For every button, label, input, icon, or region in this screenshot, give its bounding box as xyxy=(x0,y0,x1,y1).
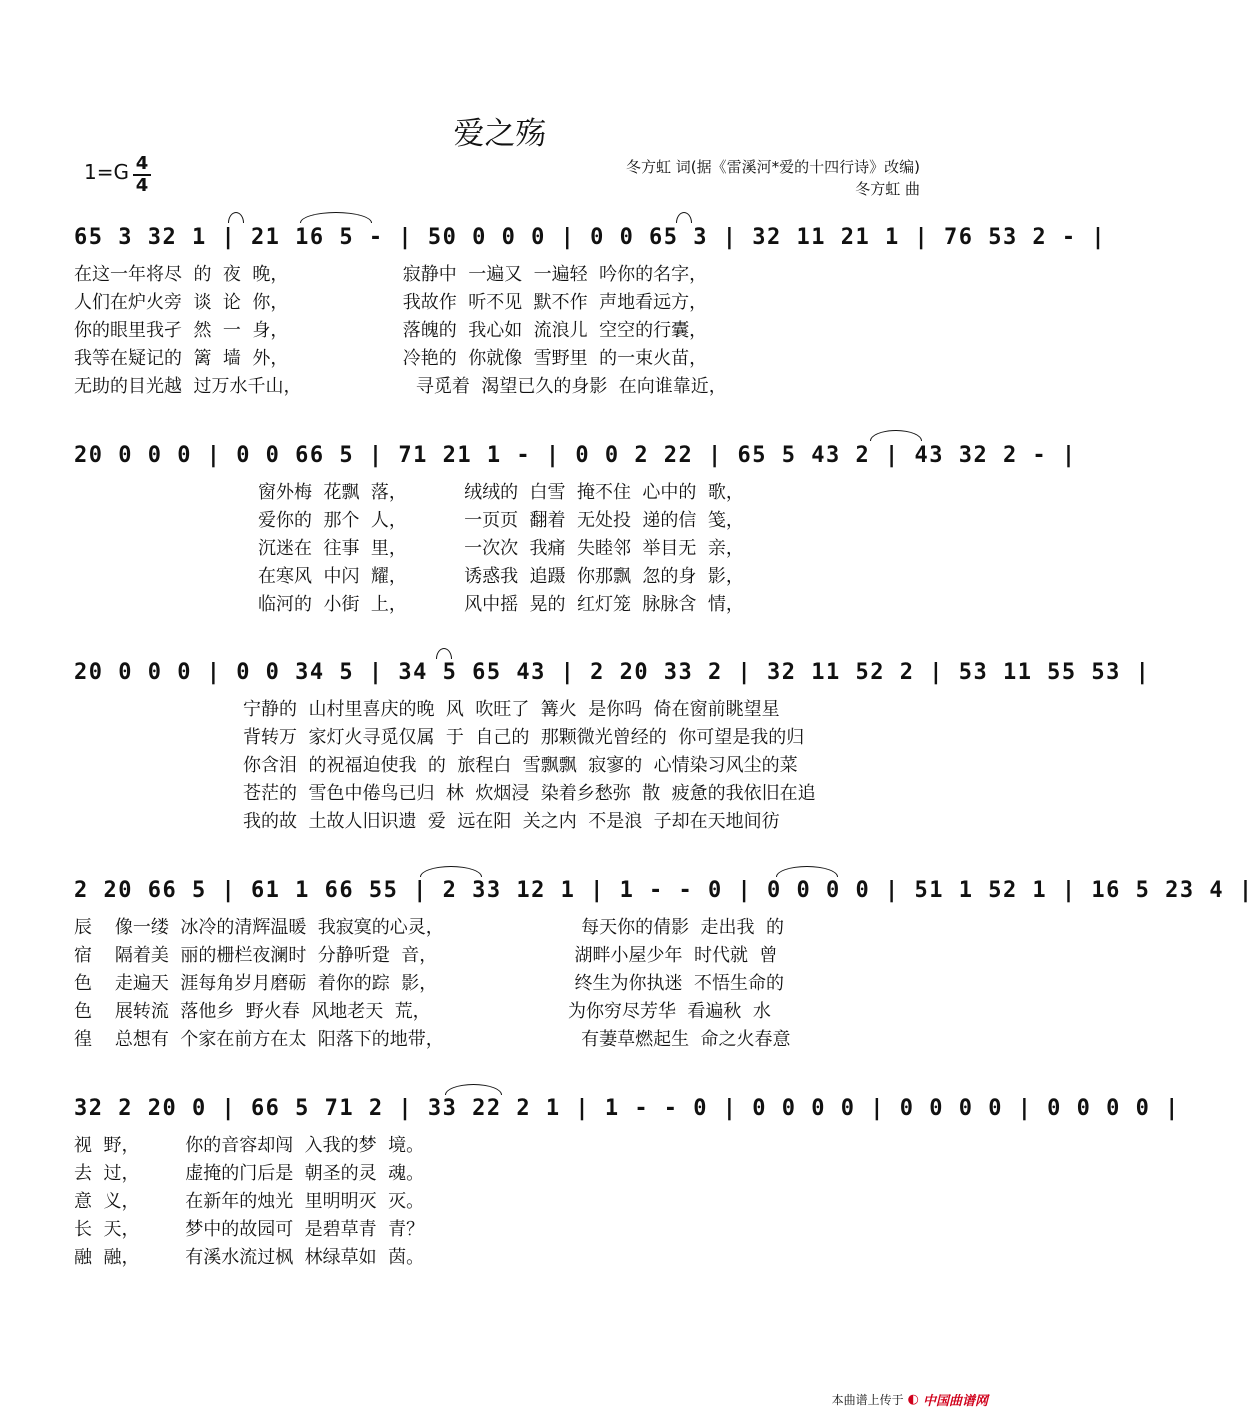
lyric-line-3-2: 背转万 家灯火寻觅仅属 于 自己的 那颗微光曾经的 你可望是我的归 xyxy=(243,727,805,748)
slur-mark xyxy=(776,866,838,877)
lyric-line-4-4: 色 展转流 落他乡 野火春 风地老天 荒， 为你穷尽芳华 看遍秋 水 xyxy=(74,1001,771,1022)
lyric-line-1-1: 在这一年将尽 的 夜 晚， 寂静中 一遍又 一遍轻 吟你的名字， xyxy=(74,264,708,285)
site-name[interactable]: 中国曲谱网 xyxy=(922,1394,988,1409)
composer-credit: 冬方虹 曲 xyxy=(855,180,920,198)
slur-mark xyxy=(436,648,452,659)
lyric-line-3-1: 宁静的 山村里喜庆的晚 风 吹旺了 篝火 是你吗 倚在窗前眺望星 xyxy=(243,699,780,720)
slur-mark xyxy=(870,430,922,441)
key-signature: 1=G xyxy=(84,160,129,184)
lyric-line-3-5: 我的故 土故人旧识遗 爱 远在阳 关之内 不是浪 子却在天地间彷 xyxy=(243,811,780,832)
slur-mark xyxy=(300,212,372,223)
notation-line-5: 32 2 20 0 | 66 5 71 2 | 33 22 2 1 | 1 - - 0 | 0 0 0 0 | 0 0 0 0 | 0 0 0 0 | xyxy=(74,1096,1180,1121)
lyric-line-1-4: 我等在疑记的 篱 墙 外， 冷艳的 你就像 雪野里 的一束火苗， xyxy=(74,348,708,369)
lyric-line-5-2: 去 过， 虚掩的门后是 朝圣的灵 魂。 xyxy=(74,1163,425,1184)
lyric-line-5-3: 意 义， 在新年的烛光 里明明灭 灭。 xyxy=(74,1191,425,1212)
slur-mark xyxy=(420,866,482,877)
lyric-line-4-1: 辰 像一缕 冰冷的清辉温暖 我寂寞的心灵， 每天你的倩影 走出我 的 xyxy=(74,917,784,938)
lyric-line-2-5: 临河的 小街 上， 风中摇 晃的 红灯笼 脉脉含 情， xyxy=(258,594,744,615)
lyric-line-2-4: 在寒风 中闪 耀， 诱惑我 追蹑 你那飘 忽的身 影， xyxy=(258,566,744,587)
lyric-line-1-2: 人们在炉火旁 谈 论 你， 我故作 听不见 默不作 声地看远方， xyxy=(74,292,708,313)
lyric-line-4-2: 宿 隔着美 丽的栅栏夜澜时 分静听跫 音， 湖畔小屋少年 时代就 曾 xyxy=(74,945,778,966)
notation-line-1: 65 3 32 1 | 21 16 5 - | 50 0 0 0 | 0 0 65 3 | 32 11 21 1 | 76 53 2 - | xyxy=(74,225,1107,250)
slur-mark xyxy=(445,1084,502,1095)
slur-mark xyxy=(228,212,244,223)
lyric-line-3-3: 你含泪 的祝福迫使我 的 旅程白 雪飘飘 寂寥的 心情染习风尘的菜 xyxy=(243,755,798,776)
lyric-line-1-3: 你的眼里我孑 然 一 身， 落魄的 我心如 流浪儿 空空的行囊， xyxy=(74,320,708,341)
lyric-line-2-2: 爱你的 那个 人， 一页页 翻着 无处投 递的信 笺， xyxy=(258,510,744,531)
slur-mark xyxy=(676,212,692,223)
lyric-line-3-4: 苍茫的 雪色中倦鸟已归 林 炊烟浸 染着乡愁弥 散 疲惫的我依旧在追 xyxy=(243,783,816,804)
lyric-line-5-1: 视 野， 你的音容却闯 入我的梦 境。 xyxy=(74,1135,425,1156)
lyric-line-5-4: 长 天， 梦中的故园可 是碧草青 青？ xyxy=(74,1219,425,1240)
lyric-line-2-3: 沉迷在 往事 里， 一次次 我痛 失睦邻 举目无 亲， xyxy=(258,538,744,559)
lyric-line-2-1: 窗外梅 花飘 落， 绒绒的 白雪 掩不住 心中的 歌， xyxy=(258,482,744,503)
time-signature-top: 4 xyxy=(135,153,149,174)
footer-text: 本曲谱上传于 xyxy=(831,1393,904,1407)
time-signature-bottom: 4 xyxy=(135,175,149,196)
lyric-line-1-5: 无助的目光越 过万水千山， 寻觅着 渴望已久的身影 在向谁靠近， xyxy=(74,376,727,397)
site-logo-icon: ◐ xyxy=(907,1392,919,1407)
lyric-line-4-3: 色 走遍天 涯每角岁月磨砺 着你的踪 影， 终生为你执迷 不悟生命的 xyxy=(74,973,784,994)
footer xyxy=(832,1390,988,1409)
lyricist-credit: 冬方虹 词(据《雷溪河*爱的十四行诗》改编) xyxy=(626,158,920,176)
notation-line-4: 2 20 66 5 | 61 1 66 55 | 2 33 12 1 | 1 - - 0 | 0 0 0 0 | 51 1 52 1 | 16 5 23 4 | xyxy=(74,878,1254,903)
song-title: 爱之殇 xyxy=(453,116,547,152)
lyric-line-4-5: 徨 总想有 个家在前方在太 阳落下的地带， 有萋草燃起生 命之火春意 xyxy=(74,1029,791,1050)
notation-line-3: 20 0 0 0 | 0 0 34 5 | 34 5 65 43 | 2 20 33 2 | 32 11 52 2 | 53 11 55 53 | xyxy=(74,660,1151,685)
notation-line-2: 20 0 0 0 | 0 0 66 5 | 71 21 1 - | 0 0 2 22 | 65 5 43 2 | 43 32 2 - | xyxy=(74,443,1077,468)
lyric-line-5-5: 融 融， 有溪水流过枫 林绿草如 茵。 xyxy=(74,1247,425,1268)
time-signature xyxy=(133,155,151,195)
